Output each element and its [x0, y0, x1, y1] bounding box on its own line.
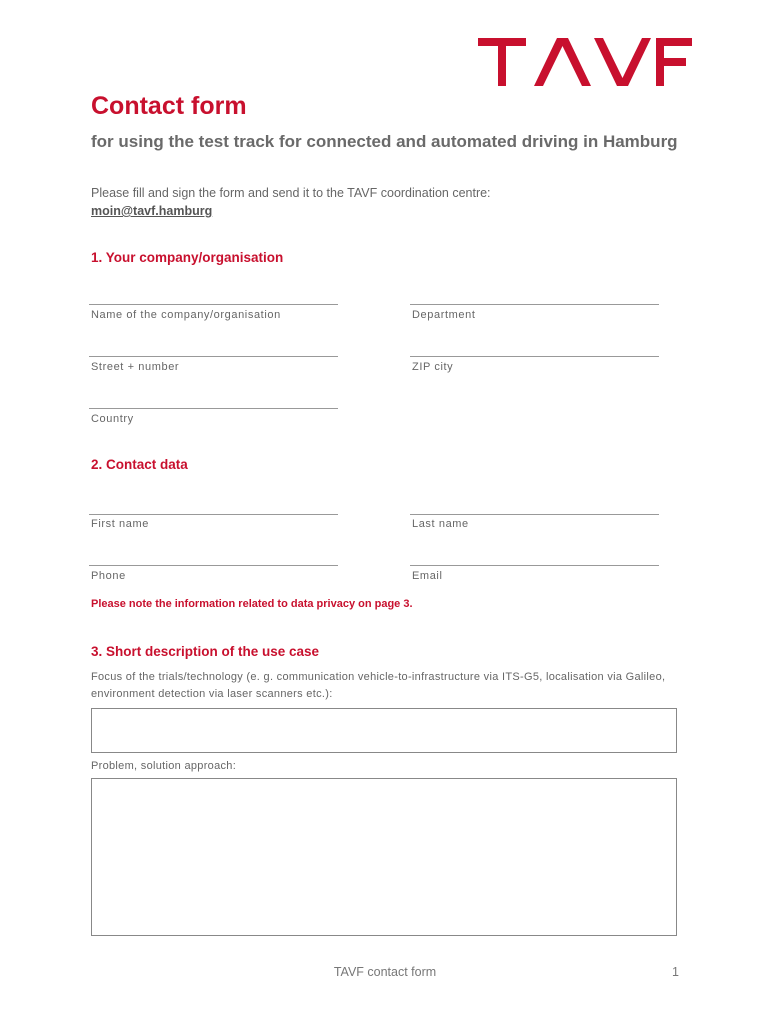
department-field[interactable] [410, 304, 659, 305]
zip-city-label: ZIP city [412, 361, 454, 373]
section-3-heading: 3. Short description of the use case [91, 644, 320, 659]
street-field[interactable] [89, 356, 338, 357]
first-name-label: First name [91, 518, 149, 530]
page-number: 1 [672, 965, 679, 979]
focus-textarea[interactable] [91, 708, 677, 753]
country-label: Country [91, 413, 134, 425]
intro-instruction: Please fill and sign the form and send it to the TAVF coordination centre: [91, 186, 491, 200]
problem-textarea[interactable] [91, 778, 677, 936]
zip-city-field[interactable] [410, 356, 659, 357]
section-1-heading: 1. Your company/organisation [91, 250, 284, 265]
footer-label: TAVF contact form [333, 965, 437, 979]
phone-field[interactable] [89, 565, 338, 566]
street-label: Street + number [91, 361, 180, 373]
problem-label: Problem, solution approach: [91, 760, 237, 772]
privacy-note: Please note the information related to data privacy on page 3. [91, 598, 413, 610]
organisation-label: Name of the company/organisation [91, 309, 281, 321]
email-label: Email [412, 570, 443, 582]
focus-label: Focus of the trials/technology (e. g. communication vehicle-to-infrastructure via ITS-G5, localisation via Galileo, environment detection via laser scanners etc.): [91, 671, 666, 700]
page-subtitle: for using the test track for connected and automated driving in Hamburg [91, 132, 678, 151]
phone-label: Phone [91, 570, 126, 582]
last-name-label: Last name [412, 518, 469, 530]
department-label: Department [412, 309, 476, 321]
organisation-field[interactable] [89, 304, 338, 305]
page-title: Contact form [91, 92, 247, 120]
country-field[interactable] [89, 408, 338, 409]
email-field[interactable] [410, 565, 659, 566]
section-2-heading: 2. Contact data [91, 457, 188, 472]
first-name-field[interactable] [89, 514, 338, 515]
coordination-email-link[interactable]: moin@tavf.hamburg [91, 204, 213, 218]
intro-text [91, 184, 691, 220]
tavf-logo [478, 36, 692, 88]
last-name-field[interactable] [410, 514, 659, 515]
